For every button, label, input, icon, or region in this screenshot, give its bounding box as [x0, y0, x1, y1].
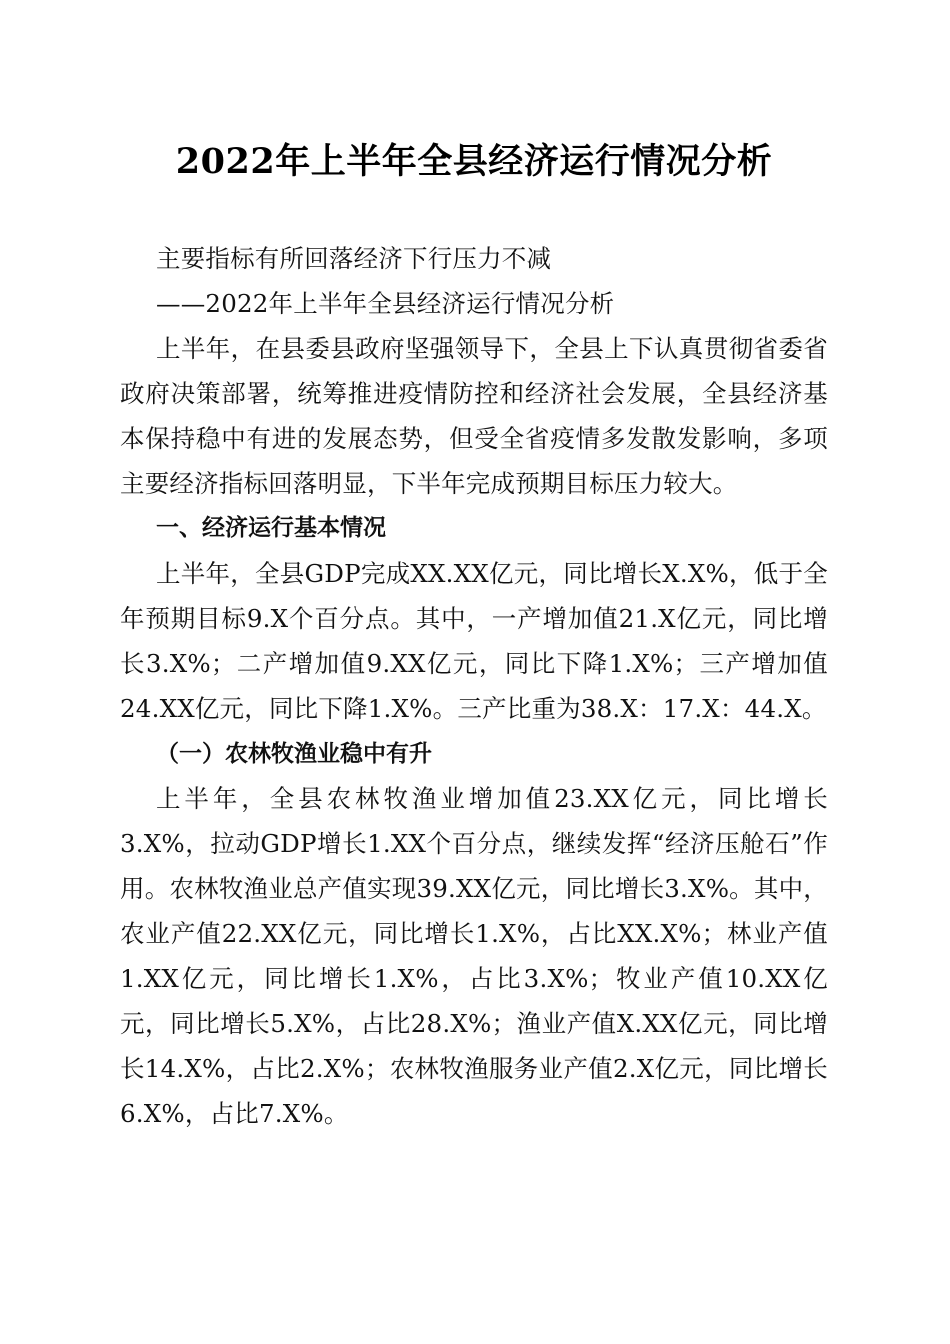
subsection-1-paragraph: 上半年，全县农林牧渔业增加值23.XX亿元，同比增长3.X%，拉动GDP增长1.XX个百分点，继续发挥“经济压舱石”作用。农林牧渔业总产值实现39.XX亿元，同比增长3.X%。其中，农业产值22.XX亿元，同比增长1.X%，占比XX.X%；林业产值1.XX亿元，同比增长1.X%，占比3.X%；牧业产值10.XX亿元，同比增长5.X%，占比28.X%；渔业产值X.XX亿元，同比增长14.X%，占比2.X%；农林牧渔服务业产值2.X亿元，同比增长6.X%，占比7.X%。	[120, 784, 828, 1128]
document-subtitle: 主要指标有所回落经济下行压力不减	[156, 244, 552, 273]
subsection-heading-1: （一）农林牧渔业稳中有升	[156, 740, 432, 767]
document-title: 2022年上半年全县经济运行情况分析	[175, 141, 773, 182]
section-1-paragraph: 上半年，全县GDP完成XX.XX亿元，同比增长X.X%，低于全年预期目标9.X个百分点。其中，一产增加值21.X亿元，同比增长3.X%；二产增加值9.XX亿元，同比下降1.X%；三产增加值24.XX亿元，同比下降1.X%。三产比重为38.X：17.X：44.X。	[120, 559, 828, 723]
intro-paragraph: 上半年，在县委县政府坚强领导下，全县上下认真贯彻省委省政府决策部署，统筹推进疫情防控和经济社会发展，全县经济基本保持稳中有进的发展态势，但受全省疫情多发散发影响，多项主要经济指标回落明显，下半年完成预期目标压力较大。	[120, 334, 828, 498]
section-heading-1: 一、经济运行基本情况	[156, 515, 386, 541]
document-subtitle-line2: ——2022年上半年全县经济运行情况分析	[156, 289, 615, 318]
document-body	[120, 236, 828, 1136]
